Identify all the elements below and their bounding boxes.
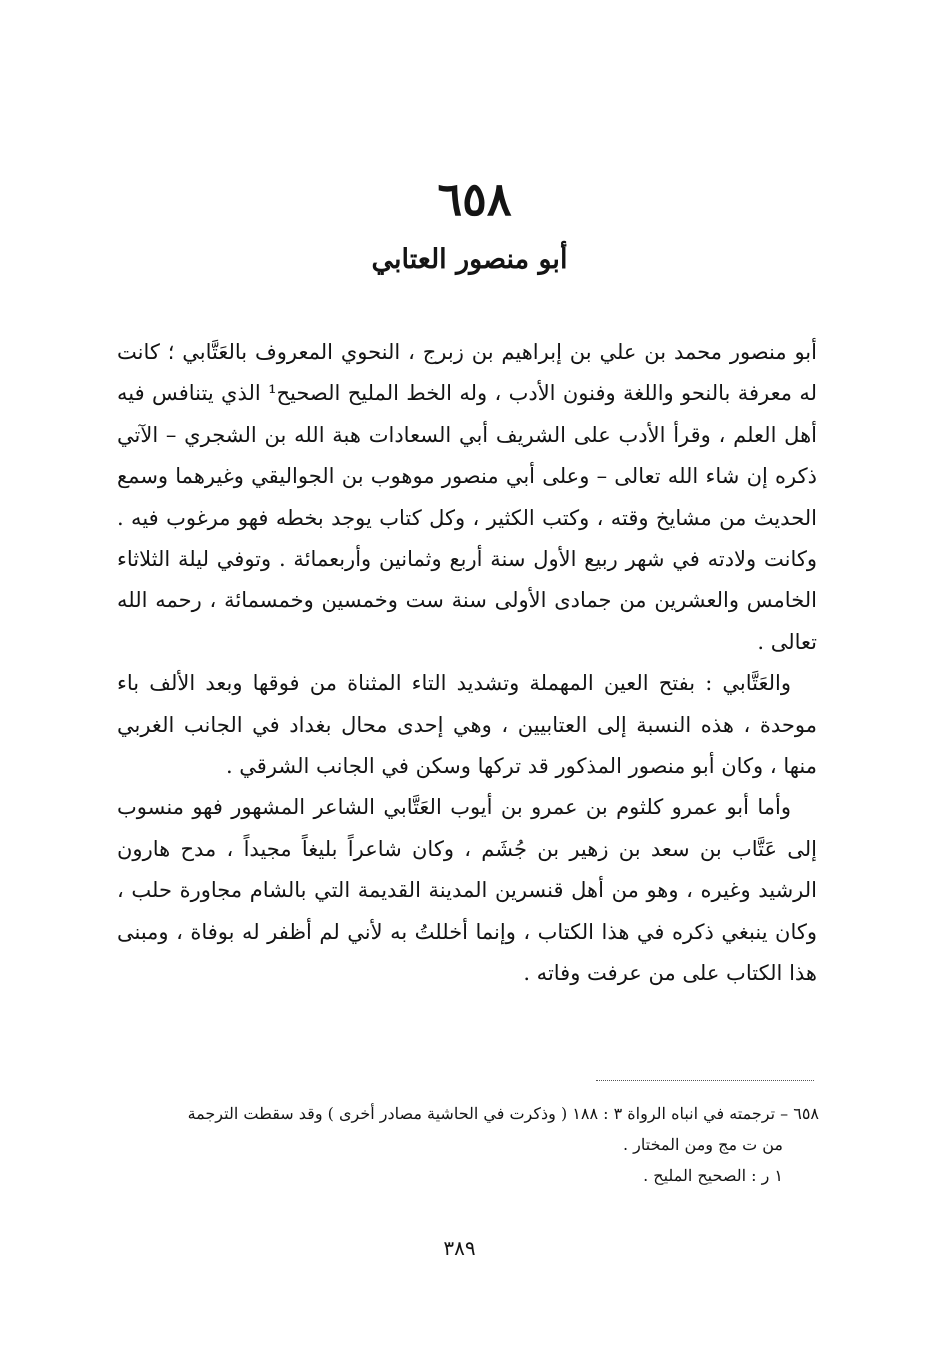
footnote-separator bbox=[596, 1080, 814, 1081]
footnote-main-continuation: من ت مج ومن المختار . bbox=[622, 1135, 783, 1154]
page-number: ٣٨٩ bbox=[443, 1236, 476, 1260]
footnote-main: ٦٥٨ – ترجمته في انباه الرواة ٣ : ١٨٨ ( وذكرت في الحاشية مصادر أخرى ) وقد سقطت الترجمة bbox=[187, 1104, 819, 1123]
footnote-1: ١ ر : الصحيح المليح . bbox=[643, 1166, 783, 1185]
footnotes bbox=[109, 1098, 819, 1191]
entry-number: ٦٥٨ bbox=[437, 172, 512, 226]
paragraph-poet: وأما أبو عمرو كلثوم بن عمرو بن أيوب العَتَّابي الشاعر المشهور فهو منسوب إلى عَتَّاب بن سعد بن زهير بن جُشَم ، وكان شاعراً بليغاً مجيداً ، مدح هارون الرشيد وغيره ، وهو من أهل قنسرين المدينة القديمة التي بالشام مجاورة حلب ، وكان ينبغي ذكره في هذا الكتاب ، وإنما أخللتُ به لأني لم أظفر له بوفاة ، ومبنى هذا الكتاب على من عرفت وفاته . bbox=[117, 795, 817, 986]
paragraph-nisba: والعَتَّابي : بفتح العين المهملة وتشديد التاء المثناة من فوقها وبعد الألف باء موحدة ، هذه النسبة إلى العتابيين ، وهي إحدى محال بغداد في الجانب الغربي منها ، وكان أبو منصور المذكور قد تركها وسكن في الجانب الشرقي . bbox=[117, 671, 817, 779]
entry-title: أبو منصور العتابي bbox=[371, 244, 568, 275]
body-text bbox=[117, 332, 817, 995]
paragraph-biography: أبو منصور محمد بن علي بن إبراهيم بن زبرج ، النحوي المعروف بالعَتَّابي ؛ كانت له معرفة بالنحو واللغة وفنون الأدب ، وله الخط المليح الصحيح¹ الذي يتنافس فيه أهل العلم ، وقرأ الأدب على الشريف أبي السعادات هبة الله بن الشجري – الآتي ذكره إن شاء الله تعالى – وعلى أبي منصور موهوب بن الجواليقي وغيرهما وسمع الحديث من مشايخ وقته ، وكتب الكثير ، وكل كتاب يوجد بخطه فهو مرغوب فيه . وكانت ولادته في شهر ربيع الأول سنة أربع وثمانين وأربعمائة . وتوفي ليلة الثلاثاء الخامس والعشرين من جمادى الأولى سنة ست وخمسين وخمسمائة ، رحمه الله تعالى . bbox=[117, 340, 817, 654]
